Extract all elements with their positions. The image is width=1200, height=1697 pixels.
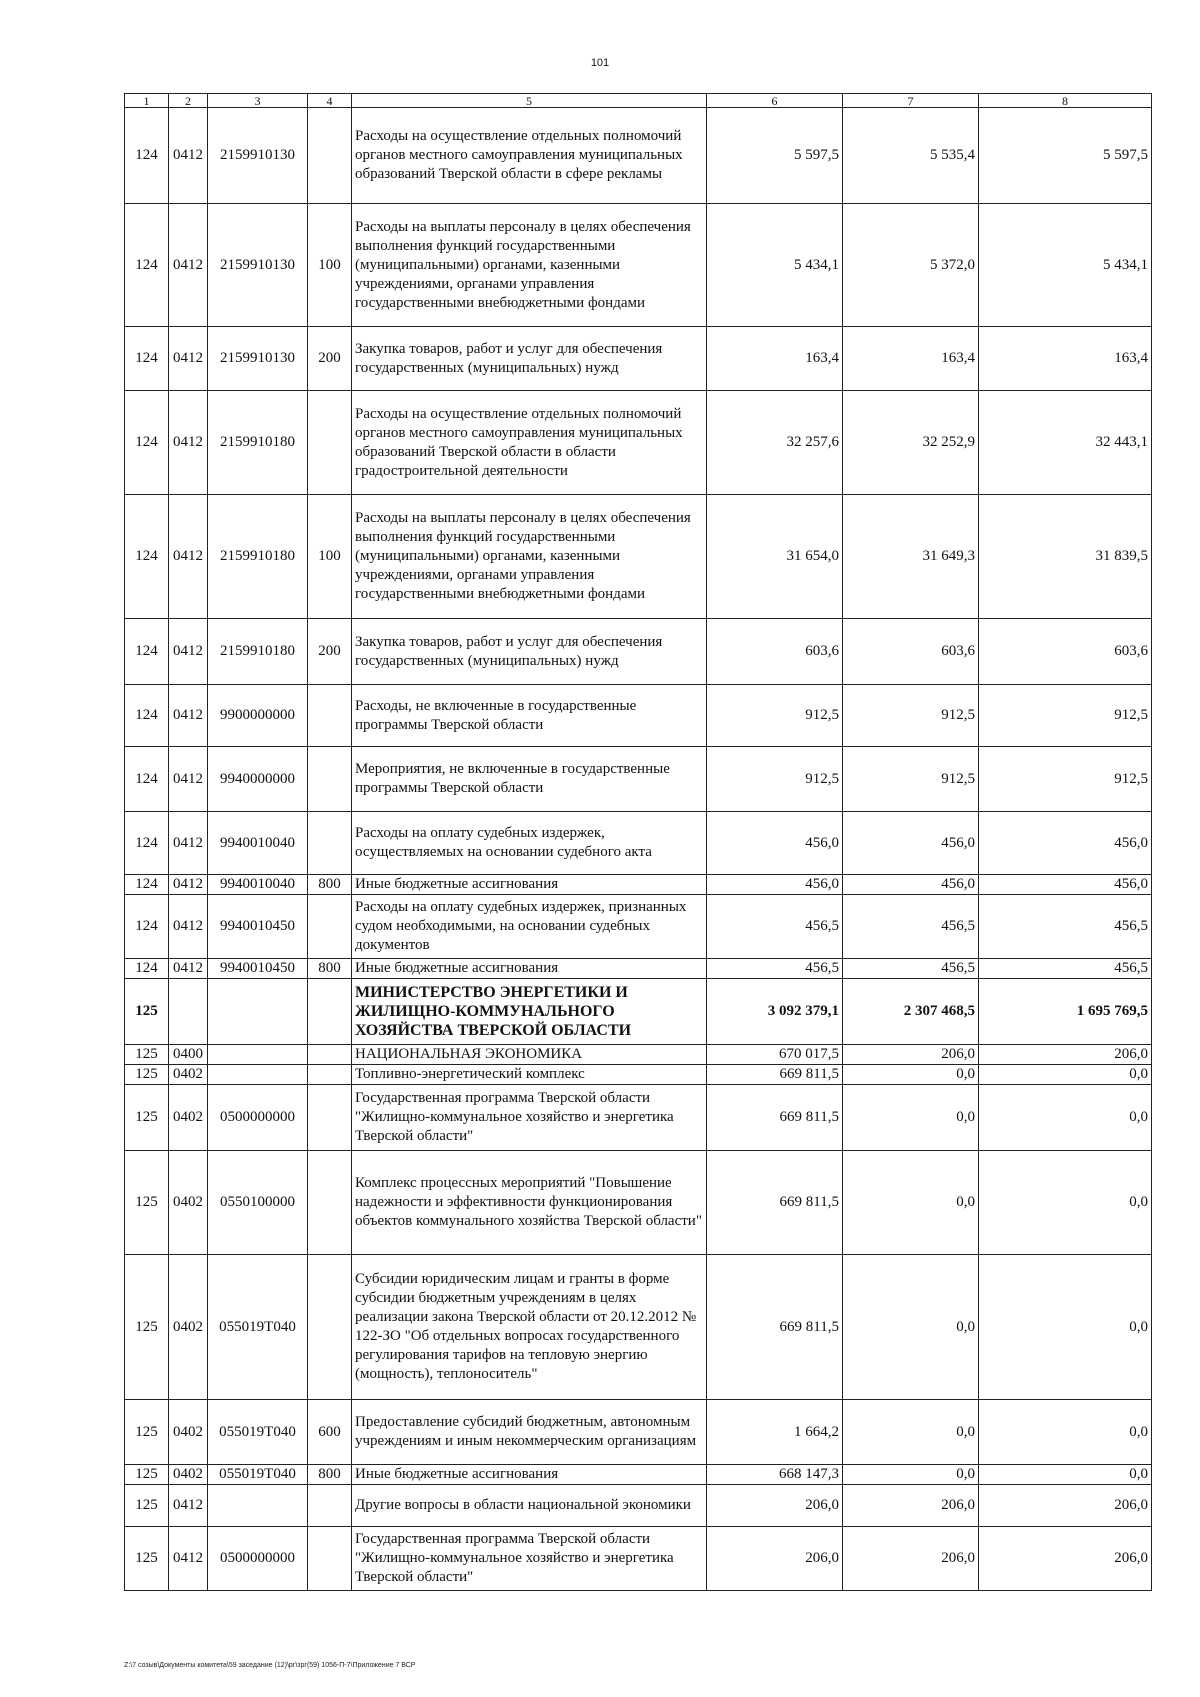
target-article-cell [208, 1045, 308, 1065]
ministry-code-cell: 125 [125, 1151, 169, 1255]
description-cell: Субсидии юридическим лицам и гранты в форме субсидии бюджетным учреждениям в целях реализации закона Тверской области от 20.12.2012 № 122-ЗО "Об отдельных вопросах государственного регулирования тарифов на тепловую энергию (мощность), теплоноситель" [352, 1255, 707, 1400]
section-code-cell: 0412 [169, 875, 208, 895]
target-article-cell: 2159910130 [208, 108, 308, 204]
expense-type-cell: 800 [308, 1465, 352, 1485]
column-header: 1 [125, 94, 169, 108]
table-row [125, 1045, 1152, 1065]
expense-type-cell [308, 979, 352, 1045]
table-row [125, 1465, 1152, 1485]
amount-year3-cell: 0,0 [979, 1065, 1152, 1085]
section-code-cell: 0412 [169, 895, 208, 959]
amount-year2-cell: 0,0 [843, 1151, 979, 1255]
amount-year2-cell: 163,4 [843, 327, 979, 391]
target-article-cell: 9940000000 [208, 747, 308, 812]
description-cell: Расходы на выплаты персоналу в целях обеспечения выполнения функций государственными (муниципальными) органами, казенными учреждениями, органами управления государственными внебюджетными фондами [352, 495, 707, 619]
expense-type-cell: 200 [308, 619, 352, 685]
target-article-cell: 2159910180 [208, 495, 308, 619]
section-code-cell: 0412 [169, 495, 208, 619]
ministry-code-cell: 125 [125, 1065, 169, 1085]
target-article-cell: 9900000000 [208, 685, 308, 747]
amount-year2-cell: 206,0 [843, 1527, 979, 1591]
expense-type-cell: 200 [308, 327, 352, 391]
column-header: 8 [979, 94, 1152, 108]
section-code-cell: 0402 [169, 1085, 208, 1151]
ministry-code-cell: 124 [125, 895, 169, 959]
target-article-cell: 2159910130 [208, 327, 308, 391]
amount-year1-cell: 669 811,5 [707, 1065, 843, 1085]
section-code-cell: 0412 [169, 1485, 208, 1527]
table-row [125, 1065, 1152, 1085]
amount-year1-cell: 31 654,0 [707, 495, 843, 619]
description-cell: Другие вопросы в области национальной экономики [352, 1485, 707, 1527]
expense-type-cell [308, 1255, 352, 1400]
table-row [125, 1085, 1152, 1151]
section-code-cell: 0412 [169, 959, 208, 979]
amount-year2-cell: 0,0 [843, 1085, 979, 1151]
table-row [125, 875, 1152, 895]
target-article-cell: 2159910130 [208, 204, 308, 327]
ministry-code-cell: 125 [125, 1400, 169, 1465]
expense-type-cell: 800 [308, 959, 352, 979]
amount-year3-cell: 456,5 [979, 959, 1152, 979]
amount-year3-cell: 0,0 [979, 1151, 1152, 1255]
section-code-cell: 0412 [169, 108, 208, 204]
amount-year3-cell: 5 434,1 [979, 204, 1152, 327]
expense-type-cell [308, 108, 352, 204]
description-cell: Расходы на осуществление отдельных полномочий органов местного самоуправления муниципальных образований Тверской области в сфере рекламы [352, 108, 707, 204]
amount-year2-cell: 456,0 [843, 875, 979, 895]
amount-year3-cell: 603,6 [979, 619, 1152, 685]
column-header: 7 [843, 94, 979, 108]
table-row [125, 495, 1152, 619]
amount-year3-cell: 5 597,5 [979, 108, 1152, 204]
table-row [125, 1255, 1152, 1400]
target-article-cell: 055019Т040 [208, 1465, 308, 1485]
expense-type-cell [308, 391, 352, 495]
section-code-cell: 0402 [169, 1151, 208, 1255]
amount-year3-cell: 0,0 [979, 1400, 1152, 1465]
description-cell: Иные бюджетные ассигнования [352, 1465, 707, 1485]
amount-year3-cell: 206,0 [979, 1527, 1152, 1591]
description-cell: Топливно-энергетический комплекс [352, 1065, 707, 1085]
table-row [125, 327, 1152, 391]
description-cell: Расходы на оплату судебных издержек, признанных судом необходимыми, на основании судебных документов [352, 895, 707, 959]
amount-year3-cell: 456,0 [979, 812, 1152, 875]
amount-year3-cell: 0,0 [979, 1255, 1152, 1400]
amount-year2-cell: 912,5 [843, 685, 979, 747]
table-row [125, 204, 1152, 327]
ministry-code-cell: 125 [125, 979, 169, 1045]
section-code-cell: 0400 [169, 1045, 208, 1065]
expense-type-cell [308, 812, 352, 875]
amount-year3-cell: 206,0 [979, 1485, 1152, 1527]
amount-year1-cell: 912,5 [707, 747, 843, 812]
amount-year3-cell: 912,5 [979, 747, 1152, 812]
ministry-code-cell: 124 [125, 204, 169, 327]
amount-year1-cell: 32 257,6 [707, 391, 843, 495]
table-row [125, 391, 1152, 495]
page-number: 101 [590, 57, 610, 69]
target-article-cell: 0500000000 [208, 1085, 308, 1151]
table-row [125, 959, 1152, 979]
amount-year2-cell: 456,5 [843, 895, 979, 959]
section-code-cell: 0412 [169, 685, 208, 747]
section-code-cell: 0412 [169, 619, 208, 685]
amount-year1-cell: 603,6 [707, 619, 843, 685]
ministry-code-cell: 124 [125, 812, 169, 875]
section-code-cell: 0402 [169, 1400, 208, 1465]
amount-year2-cell: 456,0 [843, 812, 979, 875]
table-row [125, 108, 1152, 204]
description-cell: Предоставление субсидий бюджетным, автономным учреждениям и иным некоммерческим организациям [352, 1400, 707, 1465]
amount-year1-cell: 456,5 [707, 895, 843, 959]
ministry-code-cell: 125 [125, 1527, 169, 1591]
amount-year3-cell: 0,0 [979, 1465, 1152, 1485]
target-article-cell: 0550100000 [208, 1151, 308, 1255]
description-cell: Иные бюджетные ассигнования [352, 959, 707, 979]
expense-type-cell [308, 1151, 352, 1255]
amount-year3-cell: 206,0 [979, 1045, 1152, 1065]
description-cell: Мероприятия, не включенные в государственные программы Тверской области [352, 747, 707, 812]
amount-year1-cell: 5 597,5 [707, 108, 843, 204]
amount-year2-cell: 0,0 [843, 1465, 979, 1485]
section-code-cell: 0412 [169, 327, 208, 391]
section-code-cell: 0412 [169, 812, 208, 875]
target-article-cell: 2159910180 [208, 391, 308, 495]
budget-table [124, 93, 1152, 1591]
column-header: 5 [352, 94, 707, 108]
amount-year2-cell: 0,0 [843, 1400, 979, 1465]
amount-year3-cell: 0,0 [979, 1085, 1152, 1151]
section-code-cell: 0412 [169, 1527, 208, 1591]
table-body [125, 108, 1152, 1591]
ministry-code-cell: 125 [125, 1255, 169, 1400]
amount-year1-cell: 669 811,5 [707, 1085, 843, 1151]
target-article-cell: 9940010450 [208, 959, 308, 979]
target-article-cell: 055019Т040 [208, 1400, 308, 1465]
expense-type-cell [308, 1065, 352, 1085]
ministry-code-cell: 124 [125, 391, 169, 495]
target-article-cell: 9940010040 [208, 812, 308, 875]
column-header: 4 [308, 94, 352, 108]
amount-year2-cell: 206,0 [843, 1045, 979, 1065]
description-cell: Расходы на оплату судебных издержек, осуществляемых на основании судебного акта [352, 812, 707, 875]
amount-year2-cell: 5 372,0 [843, 204, 979, 327]
amount-year1-cell: 912,5 [707, 685, 843, 747]
target-article-cell: 2159910180 [208, 619, 308, 685]
amount-year2-cell: 456,5 [843, 959, 979, 979]
description-cell: Расходы на осуществление отдельных полномочий органов местного самоуправления муниципальных образований Тверской области в области градостроительной деятельности [352, 391, 707, 495]
amount-year1-cell: 3 092 379,1 [707, 979, 843, 1045]
amount-year3-cell: 456,0 [979, 875, 1152, 895]
description-cell: НАЦИОНАЛЬНАЯ ЭКОНОМИКА [352, 1045, 707, 1065]
amount-year3-cell: 32 443,1 [979, 391, 1152, 495]
table-row [125, 685, 1152, 747]
amount-year3-cell: 912,5 [979, 685, 1152, 747]
expense-type-cell [308, 747, 352, 812]
expense-type-cell [308, 1045, 352, 1065]
section-code-cell: 0402 [169, 1065, 208, 1085]
expense-type-cell [308, 685, 352, 747]
description-cell: Расходы, не включенные в государственные программы Тверской области [352, 685, 707, 747]
target-article-cell: 9940010040 [208, 875, 308, 895]
table-row [125, 619, 1152, 685]
amount-year1-cell: 456,0 [707, 875, 843, 895]
description-cell: Государственная программа Тверской области "Жилищно-коммунальное хозяйство и энергетика Тверской области" [352, 1527, 707, 1591]
ministry-code-cell: 124 [125, 685, 169, 747]
amount-year1-cell: 456,5 [707, 959, 843, 979]
table-row [125, 1151, 1152, 1255]
description-cell: Комплекс процессных мероприятий "Повышение надежности и эффективности функционирования объектов коммунального хозяйства Тверской области" [352, 1151, 707, 1255]
description-cell: Закупка товаров, работ и услуг для обеспечения государственных (муниципальных) нужд [352, 327, 707, 391]
expense-type-cell [308, 1085, 352, 1151]
amount-year1-cell: 669 811,5 [707, 1151, 843, 1255]
amount-year2-cell: 5 535,4 [843, 108, 979, 204]
section-code-cell: 0412 [169, 391, 208, 495]
expense-type-cell: 600 [308, 1400, 352, 1465]
expense-type-cell: 100 [308, 204, 352, 327]
section-code-cell: 0412 [169, 747, 208, 812]
amount-year1-cell: 206,0 [707, 1485, 843, 1527]
ministry-code-cell: 124 [125, 327, 169, 391]
expense-type-cell: 800 [308, 875, 352, 895]
description-cell: Расходы на выплаты персоналу в целях обеспечения выполнения функций государственными (муниципальными) органами, казенными учреждениями, органами управления государственными внебюджетными фондами [352, 204, 707, 327]
amount-year3-cell: 1 695 769,5 [979, 979, 1152, 1045]
ministry-code-cell: 125 [125, 1085, 169, 1151]
ministry-code-cell: 124 [125, 959, 169, 979]
amount-year2-cell: 2 307 468,5 [843, 979, 979, 1045]
ministry-code-cell: 125 [125, 1465, 169, 1485]
target-article-cell [208, 1065, 308, 1085]
ministry-code-cell: 124 [125, 108, 169, 204]
ministry-code-cell: 125 [125, 1485, 169, 1527]
ministry-code-cell: 124 [125, 747, 169, 812]
column-header: 6 [707, 94, 843, 108]
target-article-cell: 0500000000 [208, 1527, 308, 1591]
amount-year1-cell: 1 664,2 [707, 1400, 843, 1465]
table-row [125, 747, 1152, 812]
expense-type-cell: 100 [308, 495, 352, 619]
table-row [125, 895, 1152, 959]
amount-year1-cell: 668 147,3 [707, 1465, 843, 1485]
amount-year3-cell: 31 839,5 [979, 495, 1152, 619]
ministry-code-cell: 124 [125, 495, 169, 619]
table-row [125, 812, 1152, 875]
table-row [125, 1400, 1152, 1465]
amount-year1-cell: 163,4 [707, 327, 843, 391]
amount-year1-cell: 670 017,5 [707, 1045, 843, 1065]
amount-year2-cell: 0,0 [843, 1065, 979, 1085]
description-cell: Закупка товаров, работ и услуг для обеспечения государственных (муниципальных) нужд [352, 619, 707, 685]
ministry-code-cell: 125 [125, 1045, 169, 1065]
column-header: 2 [169, 94, 208, 108]
table-row [125, 979, 1152, 1045]
ministry-code-cell: 124 [125, 619, 169, 685]
target-article-cell: 9940010450 [208, 895, 308, 959]
target-article-cell: 055019Т040 [208, 1255, 308, 1400]
amount-year2-cell: 31 649,3 [843, 495, 979, 619]
section-code-cell: 0412 [169, 204, 208, 327]
amount-year1-cell: 206,0 [707, 1527, 843, 1591]
expense-type-cell [308, 895, 352, 959]
table-row [125, 1485, 1152, 1527]
amount-year2-cell: 603,6 [843, 619, 979, 685]
amount-year1-cell: 456,0 [707, 812, 843, 875]
amount-year1-cell: 669 811,5 [707, 1255, 843, 1400]
column-header-row [125, 94, 1152, 108]
description-cell: Иные бюджетные ассигнования [352, 875, 707, 895]
description-cell: Государственная программа Тверской области "Жилищно-коммунальное хозяйство и энергетика Тверской области" [352, 1085, 707, 1151]
expense-type-cell [308, 1527, 352, 1591]
amount-year2-cell: 0,0 [843, 1255, 979, 1400]
column-header: 3 [208, 94, 308, 108]
section-code-cell: 0402 [169, 1255, 208, 1400]
target-article-cell [208, 1485, 308, 1527]
amount-year3-cell: 163,4 [979, 327, 1152, 391]
ministry-code-cell: 124 [125, 875, 169, 895]
section-code-cell: 0402 [169, 1465, 208, 1485]
amount-year1-cell: 5 434,1 [707, 204, 843, 327]
amount-year2-cell: 912,5 [843, 747, 979, 812]
target-article-cell [208, 979, 308, 1045]
amount-year2-cell: 206,0 [843, 1485, 979, 1527]
amount-year2-cell: 32 252,9 [843, 391, 979, 495]
section-code-cell [169, 979, 208, 1045]
expense-type-cell [308, 1485, 352, 1527]
table-row [125, 1527, 1152, 1591]
amount-year3-cell: 456,5 [979, 895, 1152, 959]
file-path-footer: Z:\7 созыв\Документы комитета\59 заседание (12)\рг\зрг(59) 1056-П-7\Приложение 7 ВСР [124, 1662, 416, 1669]
description-cell: МИНИСТЕРСТВО ЭНЕРГЕТИКИ И ЖИЛИЩНО-КОММУНАЛЬНОГО ХОЗЯЙСТВА ТВЕРСКОЙ ОБЛАСТИ [352, 979, 707, 1045]
